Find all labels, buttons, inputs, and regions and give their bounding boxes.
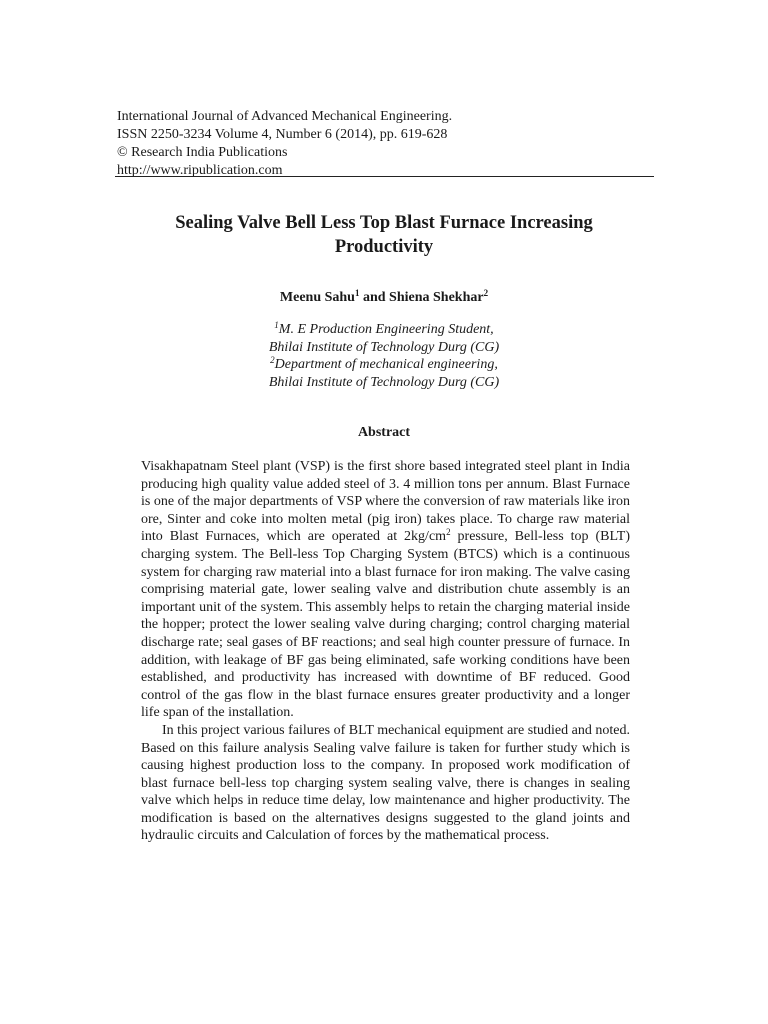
abstract-paragraph-1 (141, 458, 630, 722)
paper-title-line-2: Productivity (334, 237, 434, 257)
affiliation-2-line-2: Bhilai Institute of Technology Durg (CG) (268, 374, 500, 390)
header-divider (115, 176, 654, 177)
journal-name: International Journal of Advanced Mechanical Engineering. (117, 109, 453, 124)
affiliations (110, 321, 658, 391)
abstract-heading: Abstract (357, 425, 411, 440)
author-2-affiliation-mark: 2 (483, 288, 489, 298)
journal-header (117, 108, 452, 180)
affiliation-2-line-1 (110, 356, 658, 374)
abstract-p1-superscript: 2 (446, 527, 451, 538)
paper-title-line-1: Sealing Valve Bell Less Top Blast Furnace Increasing (175, 213, 593, 233)
abstract-paragraph-2: In this project various failures of BLT mechanical equipment are studied and noted. Based on this failure analysis Sealing valve failure is taken for further study which is causing highest production loss to the company. In proposed work modification of blast furnace bell-less top charging system sealing valve, there is changes in sealing valve which helps in reduce time delay, low maintenance and higher productivity. The modification is based on the alternatives designs suggested to the gland joints and hydraulic circuits and Calculation of forces by the mathematical process. (141, 722, 630, 844)
author-name-1: Meenu Sahu (279, 290, 355, 305)
author-list (110, 289, 658, 307)
abstract-body (141, 458, 630, 845)
affiliation-1-text: M. E Production Engineering Student, (278, 322, 494, 337)
abstract-p1-part-a: Visakhapatnam Steel plant (VSP) is the first shore based integrated steel plant in India producing high quality value added steel of 3. 4 million tons per annum. Blast Furnace is one of the major departments of VSP where the conversion of raw materials like iron ore, Sinter and coke into molten metal (pig iron) takes place. To charge raw material into Blast Furnaces, which are operated at 2kg/cm (141, 459, 630, 545)
affiliation-1-line-2: Bhilai Institute of Technology Durg (CG) (268, 339, 500, 355)
affiliation-1-line-1 (110, 321, 658, 339)
author-1-affiliation-mark: 1 (354, 288, 360, 298)
affiliation-2-mark: 2 (270, 355, 275, 365)
journal-issn-volume: ISSN 2250-3234 Volume 4, Number 6 (2014), pp. 619-628 (117, 127, 448, 142)
author-name-2: Shiena Shekhar (389, 290, 484, 305)
affiliation-1-mark: 1 (274, 320, 279, 330)
journal-url: http://www.ripublication.com (117, 163, 283, 178)
paper-title (110, 211, 658, 259)
abstract-p1-part-b: pressure, Bell-less top (BLT) charging system. The Bell-less Top Charging System (BTCS) which is a continuous system for charging raw material into a blast furnace for iron making. The valve casing comprising material gate, lower sealing valve and distribution chute assembly is an important unit of the system. This assembly helps to retain the charging material inside the hopper; protect the lower sealing valve during charging; control charging material discharge rate; seal gases of BF reactions; and seal high counter pressure of furnace. In addition, with leakage of BF gas being eliminated, safe working conditions have been established, and productivity has increased with downtime of BF reduced. Good control of the gas flow in the blast furnace ensures greater productivity and a longer life span of the installation. (141, 529, 630, 721)
affiliation-2-text: Department of mechanical engineering, (274, 357, 498, 372)
journal-publisher: © Research India Publications (117, 145, 288, 160)
author-conjunction: and (359, 290, 390, 305)
